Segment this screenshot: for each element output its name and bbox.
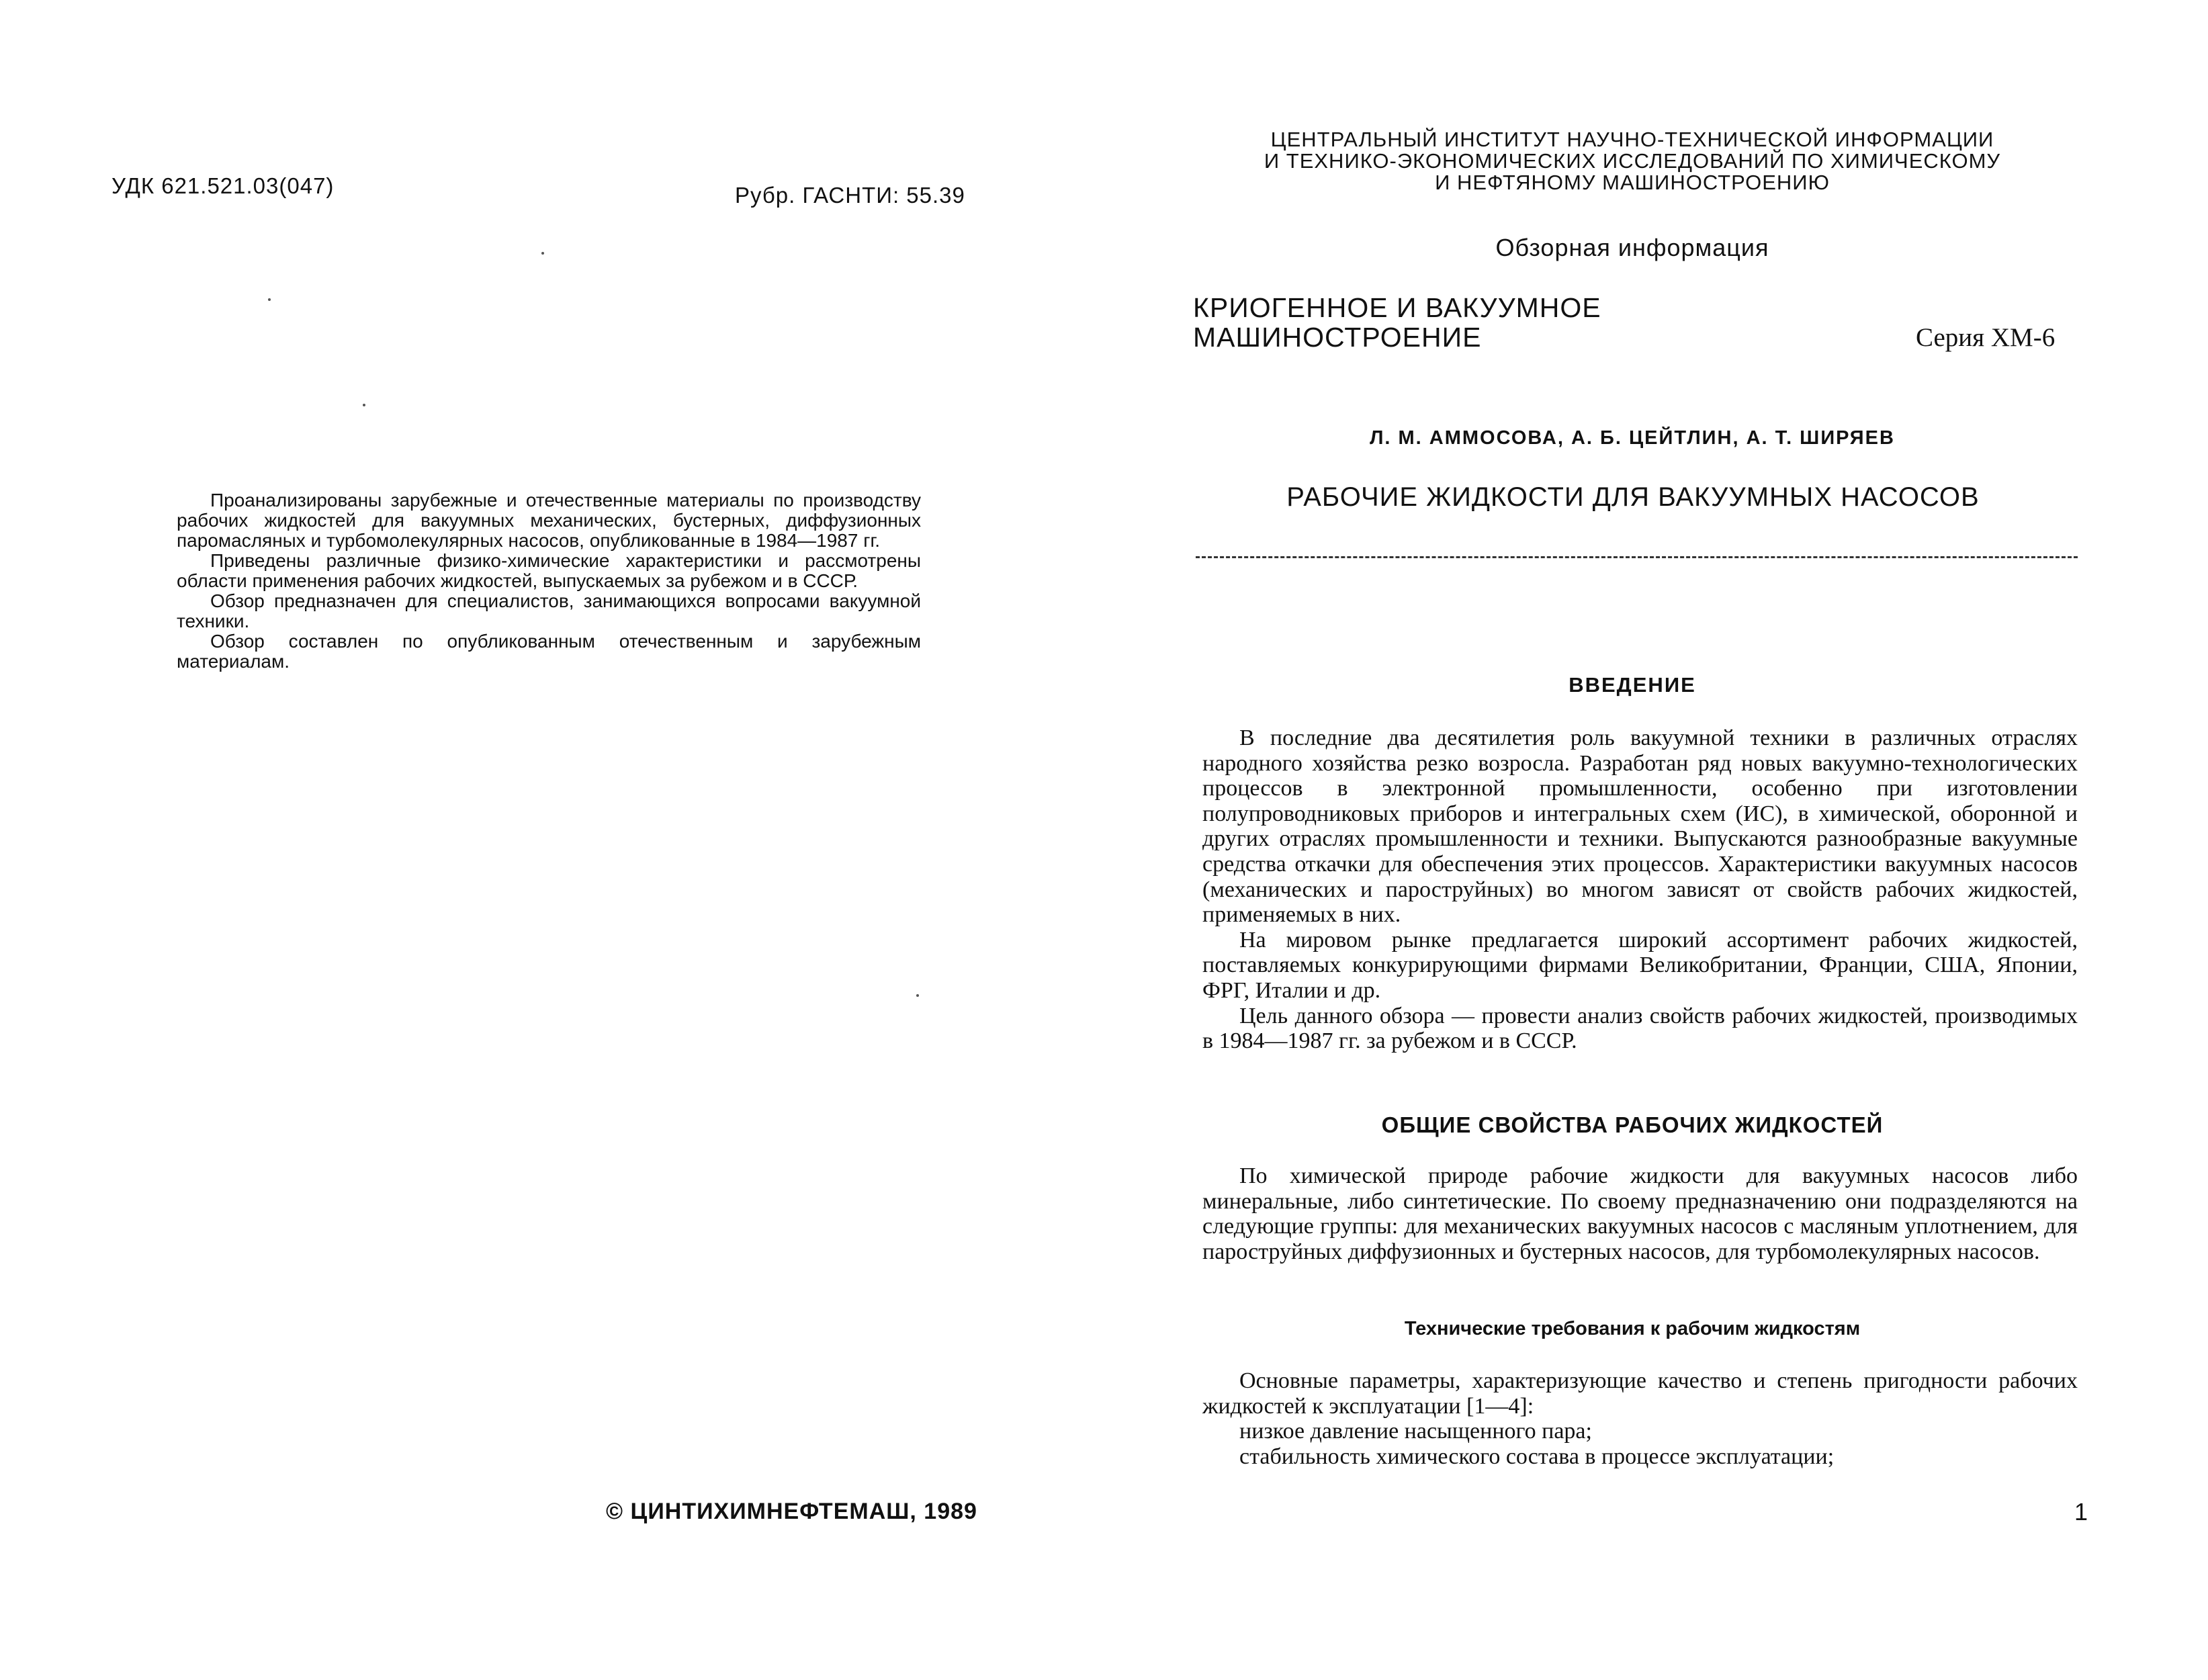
tech-heading: Технические требования к рабочим жидкостям xyxy=(1404,1318,1861,1339)
general-heading: ОБЩИЕ СВОЙСТВА РАБОЧИХ ЖИДКОСТЕЙ xyxy=(1381,1112,1884,1137)
scan-speck xyxy=(268,298,271,301)
intro-section xyxy=(1202,725,2078,1054)
page-number: 1 xyxy=(2074,1498,2088,1526)
general-paragraph: По химической природе рабочие жидкости для вакуумных насосов либо минеральные, либо синтетические. По своему предназначению они подразделяются на следующие группы: для механических вакуумных насосов с масляным уплотнением, для пароструйных диффузионных и бустерных насосов, для турбомолекулярных насосов. xyxy=(1202,1163,2078,1264)
abstract-paragraph: Приведены различные физико-химические характеристики и рассмотрены области применения рабочих жидкостей, выпускаемых за рубежом и в СССР. xyxy=(177,550,921,591)
tech-item: стабильность химического состава в процессе эксплуатации; xyxy=(1239,1444,1835,1469)
udk-code: УДК 621.521.03(047) xyxy=(112,173,335,198)
scan-speck xyxy=(916,994,919,997)
institute-line: И ТЕХНИКО-ЭКОНОМИЧЕСКИХ ИССЛЕДОВАНИЙ ПО ХИМИЧЕСКОМУ xyxy=(1264,149,2001,173)
tech-intro: Основные параметры, характеризующие качество и степень пригодности рабочих жидкостей к эксплуатации [1—4]: xyxy=(1202,1368,2078,1419)
intro-paragraph: В последние два десятилетия роль вакуумной техники в различных отраслях народного хозяйства резко возросла. Разработан ряд новых вакуумно-технологических процессов в электронной промышленности, особенно при изготовлении полупроводниковых приборов и интегральных схем (ИС), в химической, оборонной и других отраслях промышленности и техники. Выпускаются разнообразные вакуумные средства откачки для обеспечения этих процессов. Характеристики вакуумных насосов (механических и пароструйных) во многом зависят от свойств рабочих жидкостей, применяемых в них. xyxy=(1202,725,2078,928)
institute-line: ЦЕНТРАЛЬНЫЙ ИНСТИТУТ НАУЧНО-ТЕХНИЧЕСКОЙ ИНФОРМАЦИИ xyxy=(1270,128,1994,151)
document-title: РАБОЧИЕ ЖИДКОСТИ ДЛЯ ВАКУУМНЫХ НАСОСОВ xyxy=(1286,482,1980,512)
intro-paragraph: На мировом рынке предлагается широкий ассортимент рабочих жидкостей, поставляемых конкурирующими фирмами Великобритании, Франции, США, Японии, ФРГ, Италии и др. xyxy=(1202,927,2078,1003)
abstract-paragraph: Обзор предназначен для специалистов, занимающихся вопросами вакуумной техники. xyxy=(177,590,921,631)
abstract-paragraph: Обзор составлен по опубликованным отечественным и зарубежным материалам. xyxy=(177,631,921,672)
journal-line: КРИОГЕННОЕ И ВАКУУМНОЕ xyxy=(1193,292,1601,323)
intro-paragraph: Цель данного обзора — провести анализ свойств рабочих жидкостей, производимых в 1984—1987 гг. за рубежом и в СССР. xyxy=(1202,1003,2078,1054)
intro-heading: ВВЕДЕНИЕ xyxy=(1569,673,1696,697)
copyright: © ЦИНТИХИМНЕФТЕМАШ, 1989 xyxy=(606,1499,977,1524)
authors: Л. М. АММОСОВА, А. Б. ЦЕЙТЛИН, А. Т. ШИРЯЕВ xyxy=(1370,427,1895,449)
dashed-divider xyxy=(1196,556,2078,558)
journal-title xyxy=(1193,293,1601,352)
journal-line: МАШИНОСТРОЕНИЕ xyxy=(1193,322,1482,353)
info-type: Обзорная информация xyxy=(1495,234,1769,261)
series-label: Серия ХМ-6 xyxy=(1916,323,2056,352)
scan-speck xyxy=(363,404,365,406)
tech-item: низкое давление насыщенного пара; xyxy=(1239,1419,1592,1444)
institute-header xyxy=(1202,129,2062,193)
rubric-code: Рубр. ГАСНТИ: 55.39 xyxy=(735,183,965,208)
scan-speck xyxy=(541,252,544,255)
tech-section xyxy=(1202,1368,2078,1469)
abstract-paragraph: Проанализированы зарубежные и отечественные материалы по производству рабочих жидкостей для вакуумных механических, бустерных, диффузионных паромасляных и турбомолекулярных насосов, опубликованные в 1984—1987 гг. xyxy=(177,490,921,551)
abstract xyxy=(177,490,921,672)
institute-line: И НЕФТЯНОМУ МАШИНОСТРОЕНИЮ xyxy=(1435,171,1830,194)
general-section xyxy=(1202,1163,2078,1264)
